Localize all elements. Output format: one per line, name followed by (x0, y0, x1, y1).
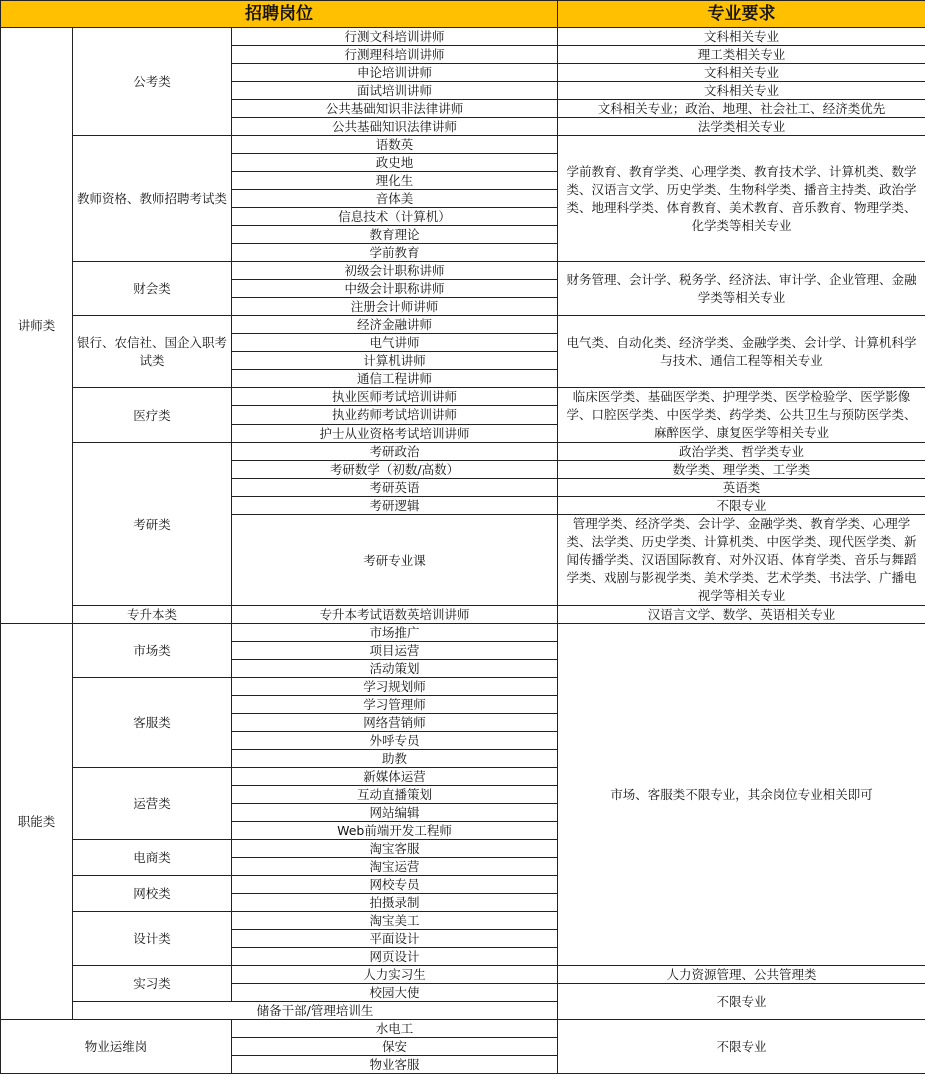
requirement-cell: 政治学类、哲学类专业 (558, 443, 925, 461)
category-lecturer: 讲师类 (1, 28, 73, 624)
header-requirement: 专业要求 (558, 1, 925, 28)
job-cell: 水电工 (232, 1020, 558, 1038)
requirement-cell: 财务管理、会计学、税务学、经济法、审计学、企业管理、金融学类等相关专业 (558, 262, 925, 316)
job-cell: 经济金融讲师 (232, 316, 558, 334)
job-cell: 考研数学（初数/高数） (232, 461, 558, 479)
job-cell: 考研英语 (232, 479, 558, 497)
requirement-cell: 不限专业 (558, 1020, 925, 1074)
job-cell: 理化生 (232, 172, 558, 190)
job-cell: 淘宝美工 (232, 912, 558, 930)
job-cell: 网校专员 (232, 876, 558, 894)
subcategory-market: 市场类 (73, 624, 232, 678)
job-cell: 执业药师考试培训讲师 (232, 406, 558, 424)
job-cell: 行测文科培训讲师 (232, 28, 558, 46)
job-cell: 市场推广 (232, 624, 558, 642)
job-cell: 语数英 (232, 136, 558, 154)
requirement-cell: 理工类相关专业 (558, 46, 925, 64)
job-cell: 电气讲师 (232, 334, 558, 352)
job-cell: 考研专业课 (232, 515, 558, 606)
job-cell: 校园大使 (232, 984, 558, 1002)
subcategory-zsb: 专升本类 (73, 606, 232, 624)
subcategory-ops: 运营类 (73, 768, 232, 840)
requirement-cell: 管理学类、经济学类、会计学、金融学类、教育学类、心理学类、法学类、历史学类、计算机类、中医学类、现代医学类、新闻传播学类、汉语国际教育、对外汉语、体育学类、音乐与舞蹈学类、戏剧与影视学类、美术学类、艺术学类、书法学、广播电视学等相关专业 (558, 515, 925, 606)
requirement-cell: 汉语言文学、数学、英语相关专业 (558, 606, 925, 624)
header-position: 招聘岗位 (1, 1, 558, 28)
requirement-cell: 市场、客服类不限专业，其余岗位专业相关即可 (558, 624, 925, 966)
job-cell: 平面设计 (232, 930, 558, 948)
requirement-cell: 学前教育、教育学类、心理学类、教育技术学、计算机类、数学类、汉语言文学、历史学类、生物科学类、播音主持类、政治学类、地理科学类、体育教育、美术教育、音乐教育、物理学类、化学类等相关专业 (558, 136, 925, 262)
subcategory-bank: 银行、农信社、国企入职考试类 (73, 316, 232, 388)
job-cell: 学习规划师 (232, 678, 558, 696)
requirement-cell: 英语类 (558, 479, 925, 497)
job-cell: 计算机讲师 (232, 352, 558, 370)
requirement-cell: 人力资源管理、公共管理类 (558, 966, 925, 984)
job-cell: 注册会计师讲师 (232, 298, 558, 316)
job-cell: 教育理论 (232, 226, 558, 244)
job-cell: 人力实习生 (232, 966, 558, 984)
requirement-cell: 文科相关专业 (558, 28, 925, 46)
job-cell: 考研逻辑 (232, 497, 558, 515)
job-cell: 通信工程讲师 (232, 370, 558, 388)
job-cell: 申论培训讲师 (232, 64, 558, 82)
job-cell: 物业客服 (232, 1056, 558, 1074)
job-cell: 中级会计职称讲师 (232, 280, 558, 298)
requirement-cell: 临床医学类、基础医学类、护理学类、医学检验学、医学影像学、口腔医学类、中医学类、药学类、公共卫生与预防医学类、麻醉医学、康复医学等相关专业 (558, 388, 925, 443)
job-cell: 外呼专员 (232, 732, 558, 750)
category-property: 物业运维岗 (1, 1020, 232, 1074)
job-cell: 面试培训讲师 (232, 82, 558, 100)
requirement-cell: 电气类、自动化类、经济学类、金融学类、会计学、计算机科学与技术、通信工程等相关专业 (558, 316, 925, 388)
subcategory-teacher: 教师资格、教师招聘考试类 (73, 136, 232, 262)
subcategory-online: 网校类 (73, 876, 232, 912)
requirement-cell: 不限专业 (558, 984, 925, 1020)
subcategory-design: 设计类 (73, 912, 232, 966)
job-cell: Web前端开发工程师 (232, 822, 558, 840)
job-cell: 网站编辑 (232, 804, 558, 822)
requirement-cell: 文科相关专业 (558, 64, 925, 82)
requirement-cell: 文科相关专业 (558, 82, 925, 100)
job-cell: 新媒体运营 (232, 768, 558, 786)
requirement-cell: 文科相关专业；政治、地理、社会社工、经济类优先 (558, 100, 925, 118)
job-cell: 淘宝客服 (232, 840, 558, 858)
subcategory-gongkao: 公考类 (73, 28, 232, 136)
job-cell: 护士从业资格考试培训讲师 (232, 424, 558, 442)
requirement-cell: 法学类相关专业 (558, 118, 925, 136)
subcategory-kaoyan: 考研类 (73, 443, 232, 606)
job-cell: 公共基础知识非法律讲师 (232, 100, 558, 118)
subcategory-intern: 实习类 (73, 966, 232, 1002)
job-cell: 音体美 (232, 190, 558, 208)
job-cell: 助教 (232, 750, 558, 768)
job-cell: 网页设计 (232, 948, 558, 966)
job-cell: 考研政治 (232, 443, 558, 461)
job-cell: 政史地 (232, 154, 558, 172)
job-cell: 学习管理师 (232, 696, 558, 714)
job-cell: 信息技术（计算机） (232, 208, 558, 226)
job-cell: 保安 (232, 1038, 558, 1056)
subcategory-service: 客服类 (73, 678, 232, 768)
requirement-cell: 数学类、理学类、工学类 (558, 461, 925, 479)
job-cell: 执业医师考试培训讲师 (232, 388, 558, 406)
job-cell: 初级会计职称讲师 (232, 262, 558, 280)
job-cell: 淘宝运营 (232, 858, 558, 876)
subcategory-medical: 医疗类 (73, 388, 232, 443)
job-cell: 学前教育 (232, 244, 558, 262)
job-cell: 拍摄录制 (232, 894, 558, 912)
subcategory-ecommerce: 电商类 (73, 840, 232, 876)
job-cell: 活动策划 (232, 660, 558, 678)
requirement-cell: 不限专业 (558, 497, 925, 515)
job-cell: 项目运营 (232, 642, 558, 660)
category-functional: 职能类 (1, 624, 73, 1020)
job-cell: 行测理科培训讲师 (232, 46, 558, 64)
job-cell: 互动直播策划 (232, 786, 558, 804)
subcategory-finance: 财会类 (73, 262, 232, 316)
job-cell: 网络营销师 (232, 714, 558, 732)
job-cell-reserve: 储备干部/管理培训生 (73, 1002, 558, 1020)
job-cell: 公共基础知识法律讲师 (232, 118, 558, 136)
job-cell: 专升本考试语数英培训讲师 (232, 606, 558, 624)
